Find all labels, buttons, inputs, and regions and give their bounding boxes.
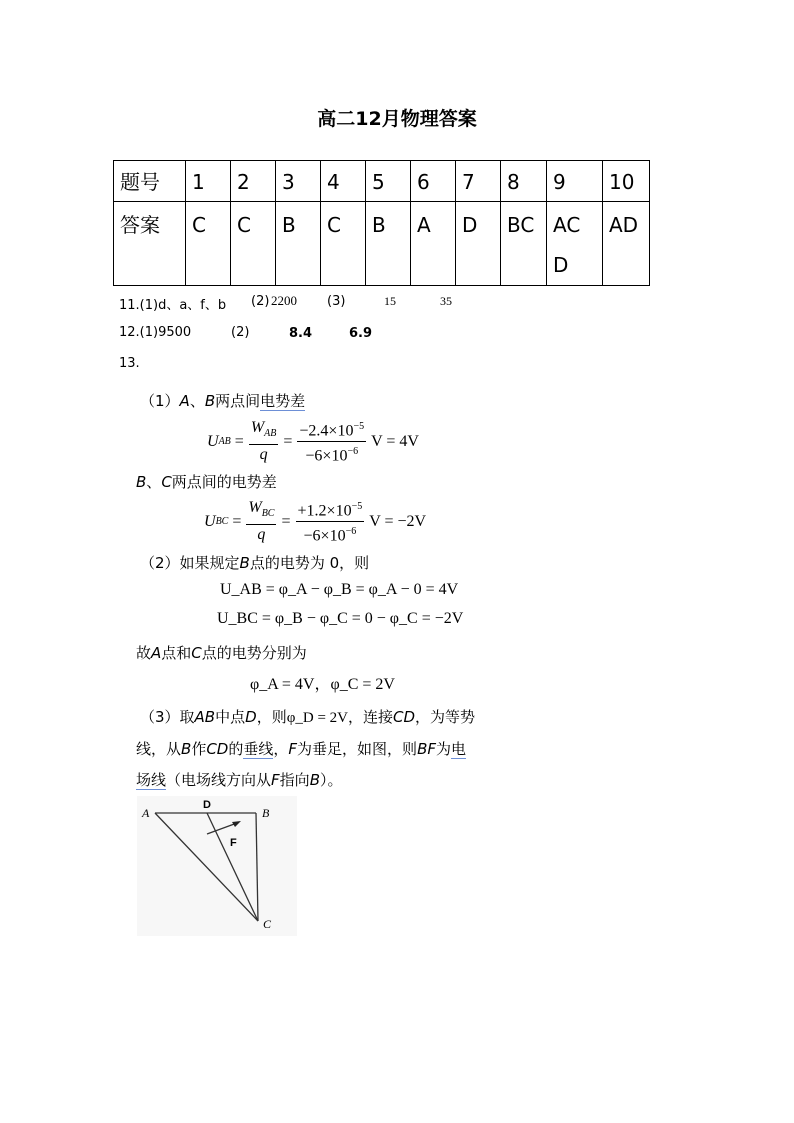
t: 线，从 bbox=[136, 740, 182, 758]
number-cell: 7 bbox=[456, 161, 501, 202]
step3-text: 点的电势为 0，则 bbox=[249, 554, 370, 572]
answer-cell: D bbox=[456, 202, 501, 286]
q11-part3-value-a: 15 bbox=[384, 294, 396, 308]
t: ， bbox=[273, 740, 289, 758]
eq1-num: W bbox=[250, 419, 265, 437]
t: ）。 bbox=[319, 771, 343, 789]
t: 为 bbox=[435, 740, 451, 758]
eq2-frac2 bbox=[296, 498, 365, 546]
figure-bg bbox=[137, 796, 297, 936]
label-a: A bbox=[142, 806, 150, 820]
eq1-f2-num-exp: −5 bbox=[353, 421, 365, 432]
step1-prefix: （1） bbox=[140, 392, 180, 410]
point-a: A bbox=[151, 644, 162, 662]
point-b: B bbox=[204, 392, 216, 410]
step2-text: 两点间的电势差 bbox=[171, 473, 277, 491]
eq2-f2-den: −6×10 bbox=[303, 527, 346, 545]
equation-uab-phi: U_AB = φ_A − φ_B = φ_A − 0 = 4V bbox=[220, 581, 459, 598]
answer-cell: A bbox=[411, 202, 456, 286]
table-row-answers bbox=[114, 202, 650, 286]
seg-ab: AB bbox=[194, 708, 216, 726]
q12-value-b: 6.9 bbox=[349, 326, 373, 341]
t: ，则 bbox=[256, 708, 287, 726]
eq2-f2-num: +1.2×10 bbox=[297, 502, 352, 520]
q12-value-a: 8.4 bbox=[289, 326, 313, 341]
point-a: A bbox=[179, 392, 190, 410]
number-cell: 4 bbox=[321, 161, 366, 202]
answer-cell: C bbox=[231, 202, 276, 286]
number-cell: 1 bbox=[186, 161, 231, 202]
eq1-f2-den: −6×10 bbox=[305, 447, 348, 465]
point-f: F bbox=[271, 771, 280, 789]
answer-cell: C bbox=[186, 202, 231, 286]
q13-step1 bbox=[140, 390, 305, 411]
q11-part3-label: (3) bbox=[327, 294, 346, 309]
seg-cd: CD bbox=[206, 740, 229, 758]
answer-cell: AC D bbox=[547, 202, 603, 286]
eq2-lhs-sub: BC bbox=[215, 516, 229, 528]
point-c: C bbox=[161, 473, 172, 491]
eq1-f2-den-exp: −6 bbox=[347, 446, 359, 458]
header-cell: 题号 bbox=[114, 161, 186, 202]
answer-cell: BC bbox=[501, 202, 547, 286]
label-c: C bbox=[263, 917, 272, 931]
t: ，为等势 bbox=[415, 708, 476, 726]
t: 中点 bbox=[215, 708, 246, 726]
point-d: D bbox=[245, 708, 257, 726]
q11-part2-label: (2) bbox=[251, 294, 270, 309]
phi-a: φ_A = 4V bbox=[250, 676, 315, 693]
point-b: B bbox=[181, 740, 192, 758]
sep: 、 bbox=[146, 473, 162, 491]
eq1-lhs: U bbox=[207, 432, 219, 450]
eq2-num-sub: BC bbox=[261, 508, 275, 520]
point-b: B bbox=[309, 771, 320, 789]
t: 指向 bbox=[279, 771, 310, 789]
seg-cd: CD bbox=[393, 708, 416, 726]
q11-line bbox=[119, 294, 226, 313]
eq2-num: W bbox=[248, 499, 262, 517]
equation-potentials bbox=[250, 671, 395, 694]
equation-ubc-phi: U_BC = φ_B − φ_C = 0 − φ_C = −2V bbox=[217, 610, 464, 627]
q13-label: 13. bbox=[119, 356, 140, 371]
number-cell: 5 bbox=[366, 161, 411, 202]
equation-ubc: U BC = $\frac{W_{BC}}{q}$ = $\frac{+1.2\times 10^{-5}}{-6\times 10^{-6}}$ V = −2V bbox=[204, 499, 427, 545]
answer-label-cell: 答案 bbox=[114, 202, 186, 286]
sep: ， bbox=[314, 676, 331, 693]
seg-bf: BF bbox=[417, 740, 436, 758]
sep: 、 bbox=[189, 392, 205, 410]
label-b: B bbox=[262, 806, 270, 820]
answer-cell: B bbox=[366, 202, 411, 286]
eq1-frac1 bbox=[249, 419, 279, 464]
answer-cell: C bbox=[321, 202, 366, 286]
eq1-num-sub: AB bbox=[264, 428, 277, 440]
number-cell: 8 bbox=[501, 161, 547, 202]
t: 作 bbox=[191, 740, 207, 758]
underlined: 场线 bbox=[136, 771, 167, 789]
t: ，连接 bbox=[348, 708, 394, 726]
q12-part1: 12.(1)9500 bbox=[119, 325, 192, 340]
t: （3）取 bbox=[140, 708, 195, 726]
eq1-frac2 bbox=[297, 418, 366, 466]
step5-line2 bbox=[136, 734, 500, 765]
step4-mid: 点和 bbox=[161, 644, 192, 662]
eq1-den: q bbox=[259, 446, 268, 464]
eq2-f2-den-exp: −6 bbox=[345, 526, 357, 538]
triangle-figure bbox=[137, 796, 297, 936]
underlined: 电 bbox=[451, 740, 467, 758]
q11-part3-value-b: 35 bbox=[440, 294, 452, 308]
step4-text: 点的电势分别为 bbox=[201, 644, 307, 662]
t: （电场线方向从 bbox=[166, 771, 272, 789]
label-f: F bbox=[230, 837, 237, 849]
eq1-lhs-sub: AB bbox=[218, 436, 231, 448]
q13-step2 bbox=[136, 471, 277, 492]
point-b: B bbox=[239, 554, 250, 572]
phi-d: φ_D = 2V bbox=[286, 710, 348, 726]
point-c: C bbox=[191, 644, 202, 662]
number-cell: 2 bbox=[231, 161, 276, 202]
step1-underlined: 电势差 bbox=[260, 392, 306, 410]
eq2-den: q bbox=[257, 526, 266, 544]
eq1-result: V = 4V bbox=[371, 432, 419, 450]
page-title: 高二12月物理答案 bbox=[317, 108, 477, 130]
table-row-numbers bbox=[114, 161, 650, 202]
step3-prefix: （2）如果规定 bbox=[140, 554, 240, 572]
answer-cell: AD bbox=[603, 202, 650, 286]
equation-uab: U AB = $\frac{W_{AB}}{q}$ = $\frac{-2.4\times 10^{-5}}{-6\times 10^{-6}}$ V = 4V bbox=[207, 419, 419, 465]
t: 为垂足，如图，则 bbox=[297, 740, 418, 758]
number-cell: 6 bbox=[411, 161, 456, 202]
number-cell: 10 bbox=[603, 161, 650, 202]
eq2-frac1 bbox=[246, 499, 276, 544]
phi-c: φ_C = 2V bbox=[330, 676, 395, 693]
answer-cell: B bbox=[276, 202, 321, 286]
q11-part1: 11.(1)d、a、f、b bbox=[119, 298, 227, 313]
q13-step4 bbox=[136, 642, 307, 663]
step5-line3 bbox=[136, 765, 500, 796]
eq1-f2-num: −2.4×10 bbox=[299, 422, 354, 440]
step5-line1 bbox=[140, 702, 500, 734]
eq2-lhs: U bbox=[204, 512, 216, 530]
q13-step5 bbox=[136, 702, 500, 796]
point-f: F bbox=[288, 740, 298, 758]
answer-table bbox=[113, 160, 650, 286]
label-d: D bbox=[203, 799, 211, 811]
eq2-result: V = −2V bbox=[369, 512, 427, 530]
number-cell: 9 bbox=[547, 161, 603, 202]
eq2-f2-num-exp: −5 bbox=[351, 501, 363, 512]
point-b: B bbox=[136, 473, 147, 491]
step1-text: 两点间 bbox=[215, 392, 261, 410]
q11-part2-value: 2200 bbox=[271, 293, 297, 308]
t: 的 bbox=[228, 740, 244, 758]
q13-step3 bbox=[140, 552, 369, 573]
q12-part2-label: (2) bbox=[231, 325, 250, 340]
underlined: 垂线 bbox=[243, 740, 274, 758]
step4-prefix: 故 bbox=[136, 644, 152, 662]
number-cell: 3 bbox=[276, 161, 321, 202]
